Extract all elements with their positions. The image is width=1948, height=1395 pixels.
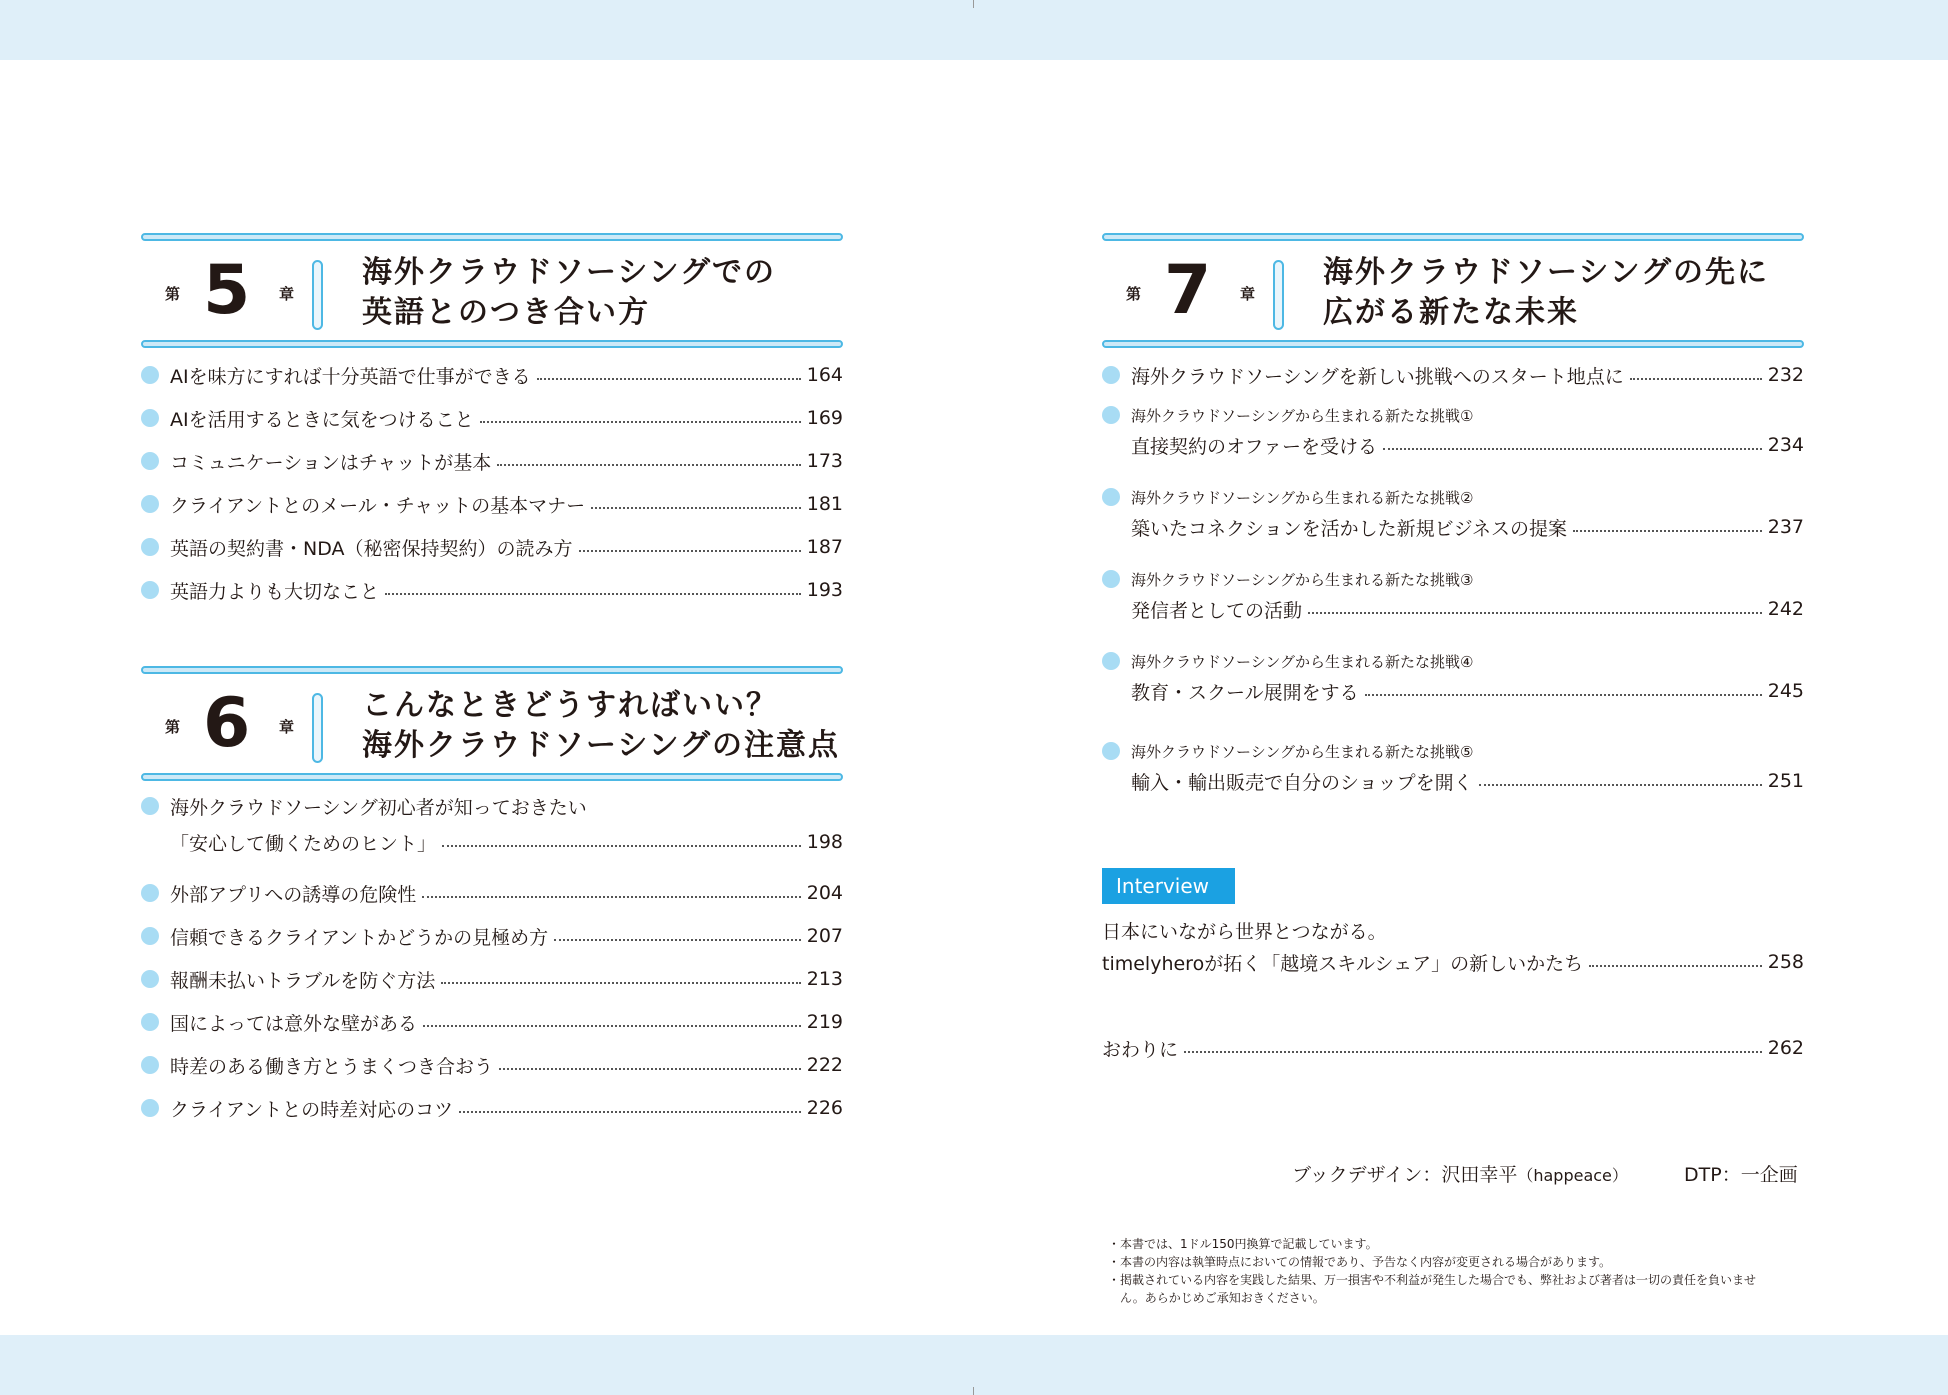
chapter-rule-top xyxy=(141,233,843,241)
toc-entry-continued[interactable] xyxy=(1102,676,1804,706)
bullet-icon xyxy=(141,495,159,513)
toc-entry-title: 海外クラウドソーシングから生まれる新たな挑戦⑤ xyxy=(1131,742,1474,761)
disclaimer-line: ・本書では、1ドル150円換算で記載しています。 xyxy=(1108,1237,1378,1251)
toc-page-number: 219 xyxy=(806,1011,843,1033)
toc-entry-title: 英語力よりも大切なこと xyxy=(170,580,380,603)
toc-page-number: 242 xyxy=(1767,598,1804,620)
toc-entry-subtitle: 発信者としての活動 xyxy=(1131,599,1303,622)
trim-mark-bottom xyxy=(973,1387,974,1395)
toc-entry[interactable] xyxy=(1102,360,1804,390)
chapter-suffix: 章 xyxy=(279,718,295,736)
toc-page-number: 251 xyxy=(1767,770,1804,792)
dot-leader xyxy=(1573,529,1762,532)
dot-leader xyxy=(1308,611,1762,614)
chapter-number: 5 xyxy=(203,251,251,330)
toc-page-number: 181 xyxy=(806,493,843,515)
bullet-icon xyxy=(141,581,159,599)
toc-entry-title: 海外クラウドソーシングから生まれる新たな挑戦① xyxy=(1131,406,1474,425)
chapter-rule-top xyxy=(141,666,843,674)
chapter-suffix: 章 xyxy=(279,285,295,303)
bullet-icon xyxy=(1102,406,1120,424)
interview-title: 日本にいながら世界とつながる。 xyxy=(1102,920,1387,943)
design-credit-studio: （happeace） xyxy=(1517,1166,1628,1185)
toc-entry-continued[interactable] xyxy=(141,827,843,857)
toc-entry[interactable] xyxy=(141,532,843,562)
disclaimer-line: ・掲載されている内容を実践した結果、万一損害や不利益が発生した場合でも、弊社および著者は一切の責任を負いませ xyxy=(1108,1273,1757,1287)
toc-page-number: 173 xyxy=(806,450,843,472)
design-credit-name: ブックデザイン：沢田幸平 xyxy=(1292,1164,1518,1186)
chapter-number: 7 xyxy=(1164,251,1212,330)
toc-entry[interactable] xyxy=(141,1093,843,1123)
dot-leader xyxy=(591,506,801,509)
dot-leader xyxy=(1479,783,1762,786)
toc-entry[interactable] xyxy=(141,403,843,433)
dot-leader xyxy=(480,420,801,423)
toc-entry[interactable] xyxy=(1102,564,1804,594)
chapter-divider-bar xyxy=(312,693,323,763)
toc-entry[interactable] xyxy=(141,878,843,908)
toc-entry[interactable] xyxy=(141,1050,843,1080)
chapter-5-section xyxy=(141,233,843,603)
toc-page-number: 237 xyxy=(1767,516,1804,538)
chapter-7-section xyxy=(1102,233,1804,794)
toc-entry-title: AIを味方にすれば十分英語で仕事ができる xyxy=(170,365,531,388)
chapter-title xyxy=(362,686,840,766)
bullet-icon xyxy=(141,884,159,902)
disclaimer-notes xyxy=(1108,1235,1798,1307)
toc-entry-title: 海外クラウドソーシング初心者が知っておきたい xyxy=(170,796,587,819)
toc-entry[interactable] xyxy=(141,964,843,994)
chapter-title xyxy=(362,253,776,333)
disclaimer-line: ん。あらかじめご承知おきください。 xyxy=(1108,1291,1325,1305)
disclaimer-line: ・本書の内容は執筆時点においての情報であり、予告なく内容が変更される場合があります。 xyxy=(1108,1255,1612,1269)
bullet-icon xyxy=(141,1099,159,1117)
chapter-title-line: 広がる新たな未来 xyxy=(1323,295,1579,330)
toc-entry[interactable] xyxy=(1102,1033,1804,1063)
bullet-icon xyxy=(141,409,159,427)
toc-entry-title: 国によっては意外な壁がある xyxy=(170,1012,418,1035)
bullet-icon xyxy=(141,366,159,384)
dot-leader xyxy=(497,463,800,466)
toc-page-number: 232 xyxy=(1767,364,1804,386)
toc-page-number: 193 xyxy=(806,579,843,601)
chapter-rule-bottom xyxy=(1102,340,1804,348)
toc-entry-title: コミュニケーションはチャットが基本 xyxy=(170,451,492,474)
toc-entry-title: 時差のある働き方とうまくつき合おう xyxy=(170,1055,494,1078)
toc-entry-title: AIを活用するときに気をつけること xyxy=(170,408,474,431)
toc-entry[interactable] xyxy=(141,360,843,390)
toc-entry-title: 信頼できるクライアントかどうかの見極め方 xyxy=(170,926,549,949)
toc-entry-title: 海外クラウドソーシングから生まれる新たな挑戦③ xyxy=(1131,570,1474,589)
bullet-icon xyxy=(141,1056,159,1074)
toc-page-number: 164 xyxy=(806,364,843,386)
toc-entry[interactable] xyxy=(141,489,843,519)
chapter-divider-bar xyxy=(312,260,323,330)
toc-entry-title: 外部アプリへの誘導の危険性 xyxy=(170,883,417,906)
bullet-icon xyxy=(141,970,159,988)
dot-leader xyxy=(579,549,801,552)
chapter-title xyxy=(1323,253,1769,333)
toc-entry[interactable] xyxy=(141,1007,843,1037)
chapter-rule-top xyxy=(1102,233,1804,241)
toc-entry-title: 報酬未払いトラブルを防ぐ方法 xyxy=(170,969,436,992)
dot-leader xyxy=(441,981,800,984)
toc-entry-continued[interactable] xyxy=(1102,430,1804,460)
toc-entry[interactable] xyxy=(1102,736,1804,766)
chapter-6-section xyxy=(141,666,843,1121)
toc-entry[interactable] xyxy=(141,446,843,476)
toc-entry[interactable] xyxy=(1102,947,1804,977)
toc-entry-continued[interactable] xyxy=(1102,512,1804,542)
toc-entry-title: 海外クラウドソーシングから生まれる新たな挑戦④ xyxy=(1131,652,1474,671)
toc-entry-subtitle: 「安心して働くためのヒント」 xyxy=(170,832,437,855)
dot-leader xyxy=(422,895,800,898)
toc-page-number: 213 xyxy=(806,968,843,990)
dtp-credit: DTP：一企画 xyxy=(1684,1164,1798,1186)
bullet-icon xyxy=(1102,366,1120,384)
bullet-icon xyxy=(1102,570,1120,588)
chapter-number: 6 xyxy=(203,684,251,763)
dot-leader xyxy=(1365,693,1762,696)
bullet-icon xyxy=(141,452,159,470)
toc-page-number: 204 xyxy=(806,882,843,904)
top-margin-band xyxy=(0,0,1948,60)
bullet-icon xyxy=(1102,742,1120,760)
design-credit xyxy=(1292,1160,1628,1187)
chapter-prefix: 第 xyxy=(165,718,181,736)
toc-entry-title: 英語の契約書・NDA（秘密保持契約）の読み方 xyxy=(170,537,573,560)
chapter-title-line: こんなときどうすればいい？ xyxy=(362,688,778,723)
chapter-divider-bar xyxy=(1273,260,1284,330)
trim-mark-top xyxy=(973,0,974,8)
bottom-margin-band xyxy=(0,1335,1948,1395)
interview-tag: Interview xyxy=(1102,868,1235,904)
chapter-title-line: 海外クラウドソーシングの先に xyxy=(1323,255,1770,290)
toc-entry-subtitle: 輸入・輸出販売で自分のショップを開く xyxy=(1131,771,1473,794)
toc-entry-subtitle: 直接契約のオファーを受ける xyxy=(1131,435,1378,458)
toc-page-number: 198 xyxy=(806,831,843,853)
bullet-icon xyxy=(141,797,159,815)
bullet-icon xyxy=(1102,652,1120,670)
toc-page-number: 262 xyxy=(1767,1037,1804,1059)
toc-entry-continued[interactable] xyxy=(1102,594,1804,624)
dot-leader xyxy=(537,377,801,380)
toc-entry-continued[interactable] xyxy=(1102,766,1804,796)
dot-leader xyxy=(1630,377,1762,380)
chapter-rule-bottom xyxy=(141,773,843,781)
dot-leader xyxy=(459,1110,801,1113)
toc-entry-title: クライアントとのメール・チャットの基本マナー xyxy=(170,494,586,517)
closing-title: おわりに xyxy=(1102,1038,1179,1061)
toc-page-number: 234 xyxy=(1767,434,1804,456)
dot-leader xyxy=(385,592,801,595)
chapter-title-line: 海外クラウドソーシングでの xyxy=(362,255,777,290)
toc-page-number: 245 xyxy=(1767,680,1804,702)
chapter-prefix: 第 xyxy=(165,285,181,303)
chapter-title-line: 海外クラウドソーシングの注意点 xyxy=(362,728,841,763)
chapter-6-header xyxy=(141,666,843,781)
chapter-suffix: 章 xyxy=(1240,285,1256,303)
dot-leader xyxy=(1184,1050,1762,1053)
toc-page-number: 187 xyxy=(806,536,843,558)
chapter-5-header xyxy=(141,233,843,348)
toc-entry-title: 海外クラウドソーシングを新しい挑戦へのスタート地点に xyxy=(1131,365,1624,388)
chapter-prefix: 第 xyxy=(1126,285,1142,303)
dot-leader xyxy=(1589,964,1762,967)
dot-leader xyxy=(554,938,801,941)
toc-entry-title: クライアントとの時差対応のコツ xyxy=(170,1098,454,1121)
toc-page-number: 226 xyxy=(806,1097,843,1119)
toc-entry-subtitle: 築いたコネクションを活かした新規ビジネスの提案 xyxy=(1131,517,1568,540)
toc-page-number: 169 xyxy=(806,407,843,429)
dot-leader xyxy=(442,844,801,847)
toc-entry[interactable] xyxy=(1102,646,1804,676)
chapter-7-header xyxy=(1102,233,1804,348)
toc-entry-title: 海外クラウドソーシングから生まれる新たな挑戦② xyxy=(1131,488,1474,507)
chapter-title-line: 英語とのつき合い方 xyxy=(362,295,650,330)
toc-entry[interactable] xyxy=(1102,482,1804,512)
dot-leader xyxy=(1383,447,1762,450)
bullet-icon xyxy=(141,1013,159,1031)
toc-entry[interactable] xyxy=(1102,400,1804,430)
interview-title-line[interactable] xyxy=(1102,915,1804,945)
toc-page-number: 258 xyxy=(1767,951,1804,973)
dot-leader xyxy=(423,1024,801,1027)
interview-subtitle: timelyheroが拓く「越境スキルシェア」の新しいかたち xyxy=(1102,952,1584,975)
toc-page-number: 222 xyxy=(806,1054,843,1076)
toc-entry[interactable] xyxy=(141,575,843,605)
toc-page-number: 207 xyxy=(806,925,843,947)
toc-entry[interactable] xyxy=(141,921,843,951)
bullet-icon xyxy=(141,927,159,945)
dot-leader xyxy=(499,1067,801,1070)
toc-entry[interactable] xyxy=(141,791,843,821)
chapter-rule-bottom xyxy=(141,340,843,348)
bullet-icon xyxy=(1102,488,1120,506)
toc-entry-subtitle: 教育・スクール展開をする xyxy=(1131,681,1359,704)
bullet-icon xyxy=(141,538,159,556)
